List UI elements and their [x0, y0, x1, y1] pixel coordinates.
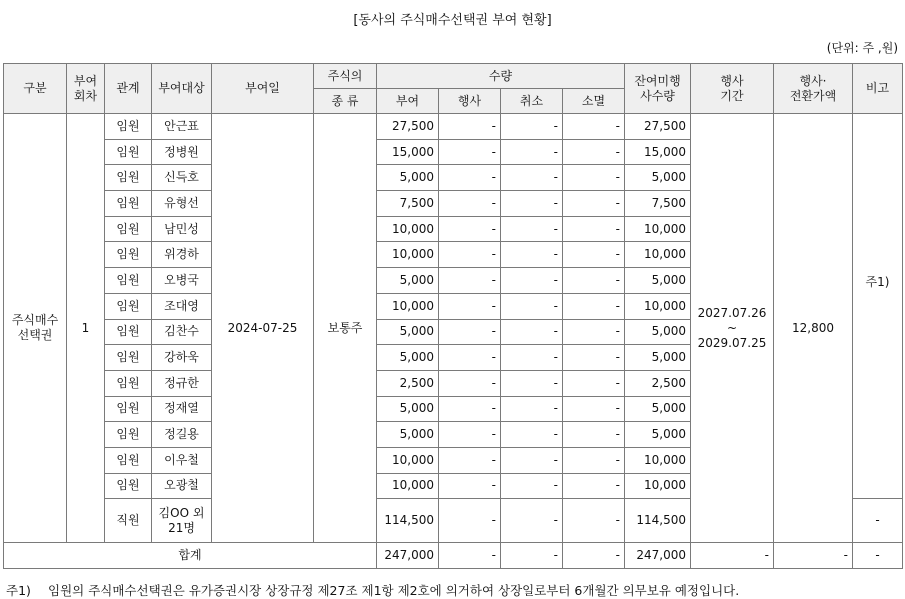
cell-period: 2027.07.26 ~ 2029.07.25 — [691, 114, 774, 543]
cell-exercise: - — [439, 191, 501, 217]
cell-cancel: - — [501, 165, 563, 191]
footnote-text: 임원의 주식매수선택권은 유가증권시장 상장규정 제27조 제1항 제2호에 의거하여 상장일로부터 6개월간 의무보유 예정입니다. — [48, 583, 740, 598]
cell-grantee: 남민성 — [152, 216, 212, 242]
cell-expire: - — [563, 422, 625, 448]
header-period: 행사 기간 — [691, 64, 774, 114]
cell-remaining: 5,000 — [625, 319, 691, 345]
cell-grantee: 신득호 — [152, 165, 212, 191]
cell-remaining: 27,500 — [625, 114, 691, 140]
cell-exercise: - — [439, 345, 501, 371]
cell-exercise: - — [439, 216, 501, 242]
cell-cancel: - — [501, 345, 563, 371]
cell-exercise: - — [439, 293, 501, 319]
cell-grantee: 강하욱 — [152, 345, 212, 371]
cell-grant: 10,000 — [377, 473, 439, 499]
cell-cancel: - — [501, 268, 563, 294]
cell-expire: - — [563, 268, 625, 294]
cell-expire: - — [563, 242, 625, 268]
cell-grant: 5,000 — [377, 345, 439, 371]
cell-expire: - — [563, 473, 625, 499]
cell-gubun: 주식매수 선택권 — [4, 114, 67, 543]
cell-remaining: 5,000 — [625, 268, 691, 294]
cell-expire: - — [563, 345, 625, 371]
cell-grantee: 위경하 — [152, 242, 212, 268]
cell-grantee: 유형선 — [152, 191, 212, 217]
header-gubun: 구분 — [4, 64, 67, 114]
cell-grant: 114,500 — [377, 499, 439, 543]
cell-grant-date: 2024-07-25 — [212, 114, 314, 543]
cell-cancel: - — [501, 319, 563, 345]
cell-cancel: - — [501, 499, 563, 543]
cell-relation: 임원 — [105, 242, 152, 268]
cell-cancel: - — [501, 396, 563, 422]
unit-label: (단위: 주 ,원) — [826, 41, 898, 55]
cell-cancel: - — [501, 447, 563, 473]
cell-expire: - — [563, 396, 625, 422]
cell-relation: 직원 — [105, 499, 152, 543]
cell-relation: 임원 — [105, 319, 152, 345]
cell-grantee: 정규한 — [152, 370, 212, 396]
cell-grantee: 김찬수 — [152, 319, 212, 345]
cell-grant: 10,000 — [377, 216, 439, 242]
cell-note: 주1) — [853, 114, 903, 499]
cell-relation: 임원 — [105, 216, 152, 242]
cell-exercise: - — [439, 473, 501, 499]
cell-cancel: - — [501, 114, 563, 140]
cell-exercise: - — [439, 370, 501, 396]
cell-relation: 임원 — [105, 191, 152, 217]
cell-relation: 임원 — [105, 293, 152, 319]
cell-grant: 15,000 — [377, 139, 439, 165]
cell-grant: 10,000 — [377, 447, 439, 473]
cell-expire: - — [563, 293, 625, 319]
header-note: 비고 — [853, 64, 903, 114]
table-title: [동사의 주식매수선택권 부여 현황] — [353, 13, 552, 28]
cell-cancel: - — [501, 370, 563, 396]
header-q-exercise: 행사 — [439, 89, 501, 114]
footnote-label: 주1) — [6, 583, 31, 598]
cell-expire: - — [563, 114, 625, 140]
cell-exercise: - — [439, 422, 501, 448]
cell-total-grant: 247,000 — [377, 543, 439, 569]
cell-exercise: - — [439, 396, 501, 422]
cell-expire: - — [563, 165, 625, 191]
cell-remaining: 114,500 — [625, 499, 691, 543]
cell-exercise: - — [439, 447, 501, 473]
cell-relation: 임원 — [105, 268, 152, 294]
cell-grantee: 오광철 — [152, 473, 212, 499]
table-body — [4, 114, 903, 569]
cell-grantee: 정재열 — [152, 396, 212, 422]
cell-total-note: - — [853, 543, 903, 569]
cell-total-label: 합계 — [4, 543, 377, 569]
cell-grant: 5,000 — [377, 319, 439, 345]
cell-note: - — [853, 499, 903, 543]
cell-grantee: 정병원 — [152, 139, 212, 165]
cell-grant: 10,000 — [377, 242, 439, 268]
cell-grant: 5,000 — [377, 422, 439, 448]
cell-remaining: 15,000 — [625, 139, 691, 165]
cell-relation: 임원 — [105, 370, 152, 396]
cell-expire: - — [563, 319, 625, 345]
cell-relation: 임원 — [105, 447, 152, 473]
cell-stock-type: 보통주 — [314, 114, 377, 543]
cell-relation: 임원 — [105, 114, 152, 140]
cell-total-cancel: - — [501, 543, 563, 569]
cell-expire: - — [563, 499, 625, 543]
cell-exercise: - — [439, 114, 501, 140]
table-row — [4, 114, 903, 140]
header-round: 부여 회차 — [67, 64, 105, 114]
cell-cancel: - — [501, 139, 563, 165]
cell-cancel: - — [501, 473, 563, 499]
header-stock-type-sub: 종 류 — [314, 89, 377, 114]
cell-total-exercise: - — [439, 543, 501, 569]
cell-remaining: 5,000 — [625, 396, 691, 422]
cell-expire: - — [563, 216, 625, 242]
cell-remaining: 5,000 — [625, 345, 691, 371]
cell-remaining: 10,000 — [625, 447, 691, 473]
cell-round: 1 — [67, 114, 105, 543]
cell-remaining: 10,000 — [625, 293, 691, 319]
cell-grant: 7,500 — [377, 191, 439, 217]
cell-grantee: 안근표 — [152, 114, 212, 140]
cell-exercise: - — [439, 268, 501, 294]
cell-expire: - — [563, 370, 625, 396]
header-stock-type: 주식의 — [314, 64, 377, 89]
cell-grantee: 오병국 — [152, 268, 212, 294]
cell-remaining: 10,000 — [625, 242, 691, 268]
cell-cancel: - — [501, 242, 563, 268]
header-grant-date: 부여일 — [212, 64, 314, 114]
cell-cancel: - — [501, 191, 563, 217]
header-price: 행사· 전환가액 — [774, 64, 853, 114]
table-row-total — [4, 543, 903, 569]
cell-exercise: - — [439, 319, 501, 345]
cell-relation: 임원 — [105, 139, 152, 165]
cell-total-remaining: 247,000 — [625, 543, 691, 569]
cell-remaining: 7,500 — [625, 191, 691, 217]
cell-grantee: 김OO 외 21명 — [152, 499, 212, 543]
cell-grantee: 정길용 — [152, 422, 212, 448]
cell-remaining: 10,000 — [625, 216, 691, 242]
cell-relation: 임원 — [105, 396, 152, 422]
cell-total-expire: - — [563, 543, 625, 569]
cell-remaining: 5,000 — [625, 165, 691, 191]
cell-remaining: 10,000 — [625, 473, 691, 499]
header-grantee: 부여대상 — [152, 64, 212, 114]
cell-grant: 5,000 — [377, 396, 439, 422]
cell-expire: - — [563, 191, 625, 217]
cell-cancel: - — [501, 422, 563, 448]
cell-cancel: - — [501, 293, 563, 319]
cell-relation: 임원 — [105, 422, 152, 448]
header-q-expire: 소멸 — [563, 89, 625, 114]
cell-exercise: - — [439, 499, 501, 543]
cell-grant: 27,500 — [377, 114, 439, 140]
cell-exercise: - — [439, 139, 501, 165]
cell-total-price: - — [774, 543, 853, 569]
cell-price: 12,800 — [774, 114, 853, 543]
cell-grant: 5,000 — [377, 165, 439, 191]
cell-grant: 2,500 — [377, 370, 439, 396]
cell-relation: 임원 — [105, 473, 152, 499]
stock-option-table — [3, 63, 903, 569]
cell-relation: 임원 — [105, 345, 152, 371]
header-q-grant: 부여 — [377, 89, 439, 114]
header-remaining: 잔여미행 사수량 — [625, 64, 691, 114]
cell-grant: 10,000 — [377, 293, 439, 319]
header-quantity: 수량 — [377, 64, 625, 89]
cell-remaining: 2,500 — [625, 370, 691, 396]
footnote — [6, 581, 739, 599]
header-q-cancel: 취소 — [501, 89, 563, 114]
cell-exercise: - — [439, 242, 501, 268]
cell-grantee: 이우철 — [152, 447, 212, 473]
cell-remaining: 5,000 — [625, 422, 691, 448]
cell-total-period: - — [691, 543, 774, 569]
cell-cancel: - — [501, 216, 563, 242]
cell-grantee: 조대영 — [152, 293, 212, 319]
header-relation: 관계 — [105, 64, 152, 114]
cell-expire: - — [563, 447, 625, 473]
cell-expire: - — [563, 139, 625, 165]
cell-grant: 5,000 — [377, 268, 439, 294]
cell-relation: 임원 — [105, 165, 152, 191]
cell-exercise: - — [439, 165, 501, 191]
